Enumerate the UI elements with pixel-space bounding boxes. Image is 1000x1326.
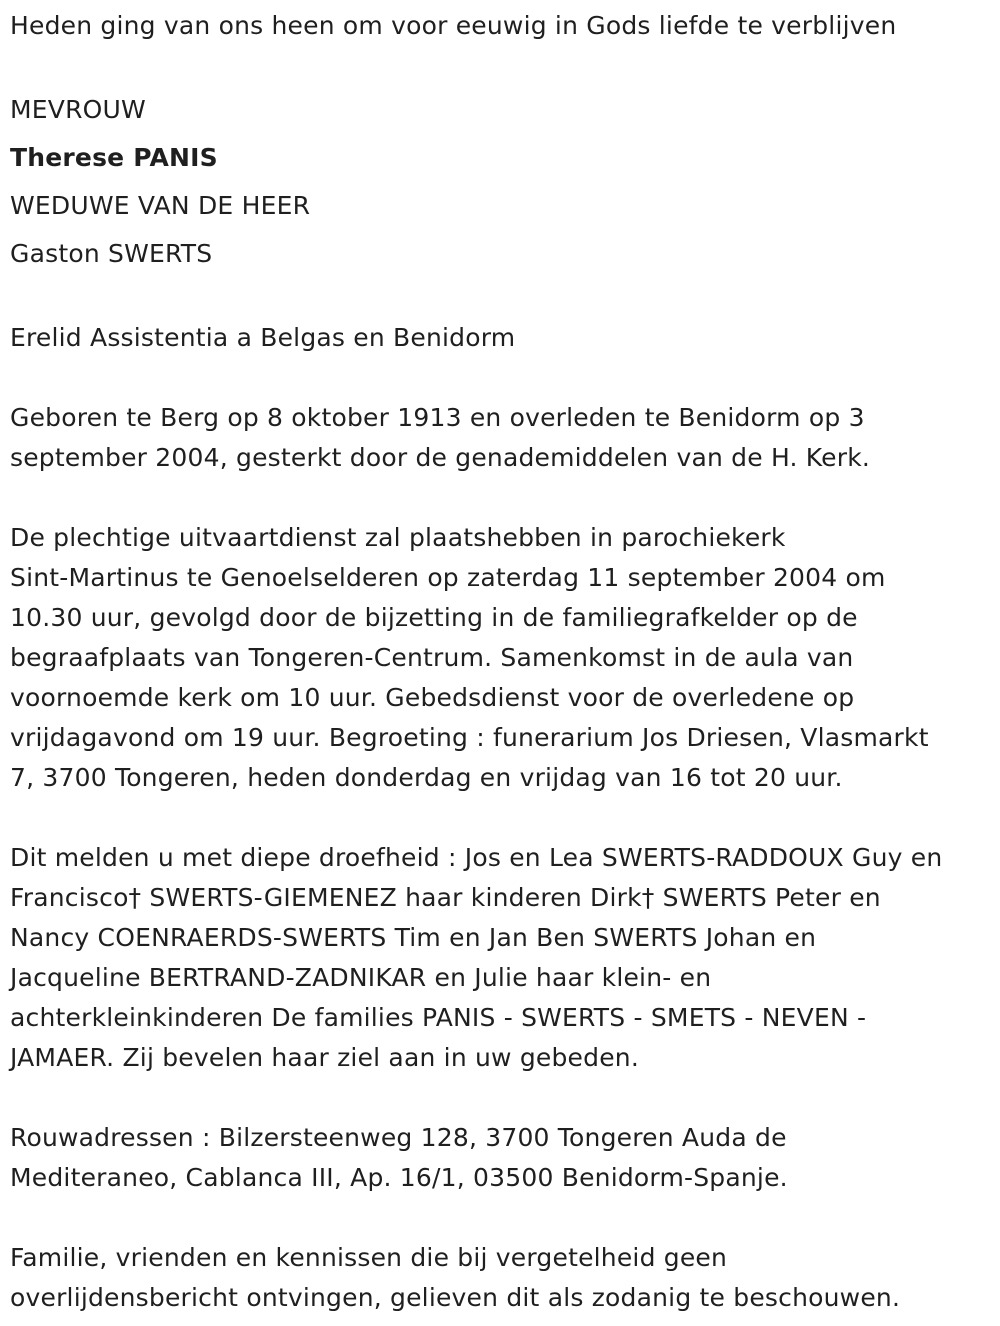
paragraph-line: overlijdensbericht ontvingen, gelieven dit als zodanig te beschouwen. xyxy=(10,1283,901,1312)
paragraph-line: 10.30 uur, gevolgd door de bijzetting in de familiegrafkelder op de xyxy=(10,603,858,632)
paragraph-line: Francisco† SWERTS-GIEMENEZ haar kinderen Dirk† SWERTS Peter en xyxy=(10,883,881,912)
paragraph-line: Familie, vrienden en kennissen die bij vergetelheid geen xyxy=(10,1243,728,1272)
spouse-title: WEDUWE VAN DE HEER xyxy=(10,191,311,220)
paragraph-line: JAMAER. Zij bevelen haar ziel aan in uw gebeden. xyxy=(10,1043,639,1072)
paragraph-line: Mediteraneo, Cablanca III, Ap. 16/1, 03500 Benidorm-Spanje. xyxy=(10,1163,788,1192)
paragraph-line: Dit melden u met diepe droefheid : Jos en Lea SWERTS-RADDOUX Guy en xyxy=(10,843,943,872)
spouse-name: Gaston SWERTS xyxy=(10,239,213,268)
family-paragraph xyxy=(10,838,990,1078)
paragraph-line: Sint-Martinus te Genoelselderen op zaterdag 11 september 2004 om xyxy=(10,563,886,592)
closing-paragraph xyxy=(10,1238,990,1318)
paragraph-line: vrijdagavond om 19 uur. Begroeting : funerarium Jos Driesen, Vlasmarkt xyxy=(10,723,929,752)
paragraph-line: 7, 3700 Tongeren, heden donderdag en vrijdag van 16 tot 20 uur. xyxy=(10,763,843,792)
paragraph-line: Rouwadressen : Bilzersteenweg 128, 3700 Tongeren Auda de xyxy=(10,1123,787,1152)
funeral-paragraph xyxy=(10,518,990,798)
paragraph-line: Geboren te Berg op 8 oktober 1913 en overleden te Benidorm op 3 xyxy=(10,403,865,432)
paragraph-line: De plechtige uitvaartdienst zal plaatshebben in parochiekerk xyxy=(10,523,786,552)
salutation: MEVROUW xyxy=(10,95,146,124)
paragraph-line: voornoemde kerk om 10 uur. Gebedsdienst voor de overledene op xyxy=(10,683,855,712)
paragraph-line: september 2004, gesterkt door de genademiddelen van de H. Kerk. xyxy=(10,443,871,472)
paragraph-line: achterkleinkinderen De families PANIS - SWERTS - SMETS - NEVEN - xyxy=(10,1003,867,1032)
paragraph-line: begraafplaats van Tongeren-Centrum. Samenkomst in de aula van xyxy=(10,643,854,672)
honors-text: Erelid Assistentia a Belgas en Benidorm xyxy=(10,323,516,352)
deceased-name: Therese PANIS xyxy=(10,143,218,172)
obituary-document xyxy=(10,6,990,1318)
paragraph-line: Nancy COENRAERDS-SWERTS Tim en Jan Ben SWERTS Johan en xyxy=(10,923,817,952)
addresses-paragraph xyxy=(10,1118,990,1198)
birth-death-paragraph xyxy=(10,398,990,478)
intro-text: Heden ging van ons heen om voor eeuwig in Gods liefde te verblijven xyxy=(10,11,897,40)
paragraph-line: Jacqueline BERTRAND-ZADNIKAR en Julie haar klein- en xyxy=(10,963,712,992)
